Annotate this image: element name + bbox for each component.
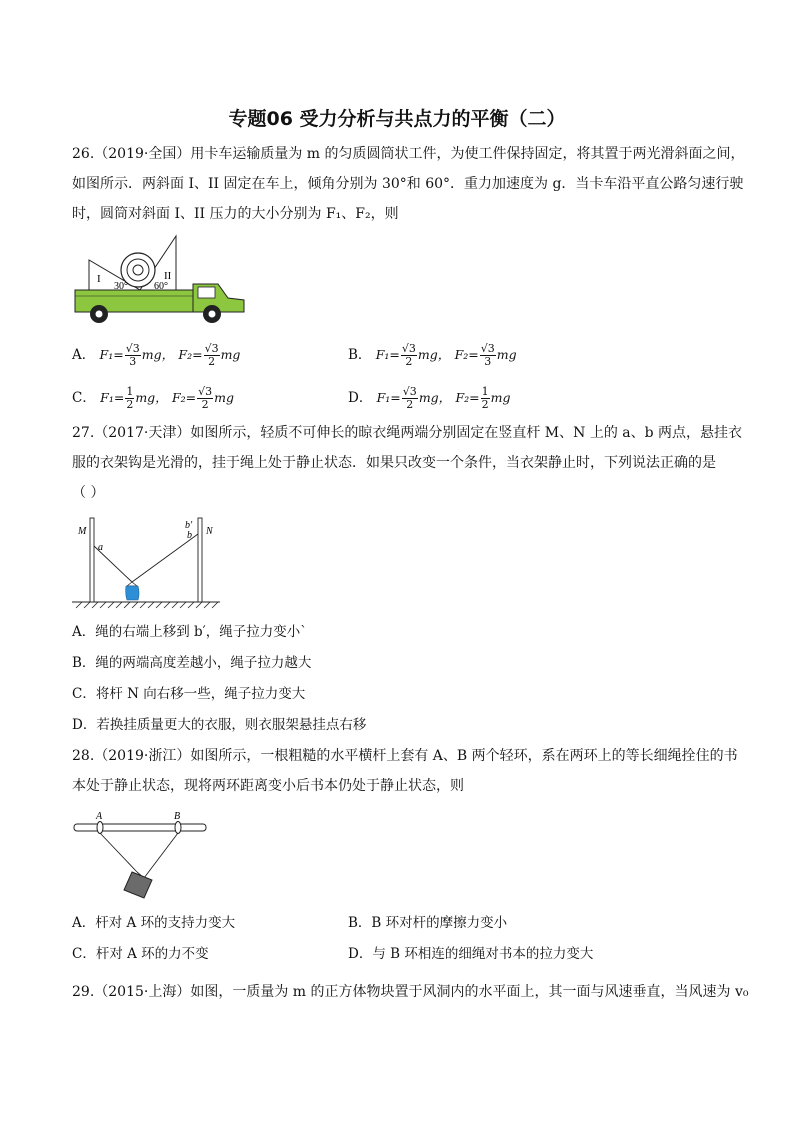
label-m: M xyxy=(78,526,87,537)
stem-line: 27.（2017·天津）如图所示，轻质不可伸长的晾衣绳两端分别固定在竖直杆 M、N 上的 a、b 两点，悬挂衣 xyxy=(72,425,743,441)
option-letter: C． xyxy=(72,390,96,406)
option-28-b[interactable]: B．B 环对杆的摩擦力变小 xyxy=(348,915,508,931)
fraction-numerator: √3 xyxy=(402,385,417,398)
option-symbol: F₂= xyxy=(454,347,479,362)
option-28-d[interactable]: D．与 B 环相连的细绳对书本的拉力变大 xyxy=(348,946,594,962)
pole-m xyxy=(90,518,94,602)
fraction-denominator: 2 xyxy=(405,355,413,368)
incline-1-label: I xyxy=(97,273,101,285)
question-26-stem xyxy=(72,139,745,229)
option-letter: A． xyxy=(72,347,96,363)
option-28-c[interactable]: C．杆对 A 环的力不变 xyxy=(72,946,209,962)
label-b: B xyxy=(174,811,181,822)
option-28-a[interactable]: A．杆对 A 环的支持力变大 xyxy=(72,915,236,931)
question-27-stem xyxy=(72,418,743,508)
option-tail: mg xyxy=(220,347,241,362)
stem-line: 时，圆筒对斜面 I、II 压力的大小分别为 F₁、F₂，则 xyxy=(72,206,399,222)
fraction-numerator: √3 xyxy=(198,385,213,398)
option-tail: mg xyxy=(490,390,511,405)
pole-n xyxy=(198,518,202,602)
fraction-numerator: √3 xyxy=(480,342,495,355)
option-symbol: F₁= xyxy=(100,390,125,405)
rope xyxy=(94,534,198,582)
fraction-denominator: 2 xyxy=(406,398,414,411)
fraction-denominator: 2 xyxy=(126,398,134,411)
stem-line: 如图所示．两斜面 I、II 固定在车上，倾角分别为 30°和 60°．重力加速度为 g．当卡车沿平直公路匀速行驶 xyxy=(72,176,744,192)
page-title: 专题06 受力分析与共点力的平衡（二） xyxy=(228,108,566,130)
option-26-c[interactable] xyxy=(72,383,234,413)
option-27-c[interactable]: C．将杆 N 向右移一些，绳子拉力变大 xyxy=(72,686,306,702)
option-26-b[interactable] xyxy=(348,340,517,370)
option-tail: mg， xyxy=(418,390,452,405)
option-letter: B． xyxy=(348,347,372,363)
option-tail: mg， xyxy=(141,347,175,362)
stem-line: 服的衣架钩是光滑的，挂于绳上处于静止状态．如果只改变一个条件，当衣架静止时，下列说法正确的是 xyxy=(72,455,716,471)
option-letter: D． xyxy=(348,390,373,406)
fraction-numerator: 1 xyxy=(481,385,489,398)
option-26-a[interactable] xyxy=(72,340,240,370)
label-b-prime: b′ xyxy=(185,520,193,531)
angle-30-label: 30° xyxy=(114,281,128,292)
fraction-numerator: 1 xyxy=(126,385,134,398)
fraction-denominator: 2 xyxy=(201,398,209,411)
label-a: A xyxy=(96,811,103,822)
fraction-denominator: 2 xyxy=(208,355,216,368)
label-b: b xyxy=(187,530,192,541)
option-27-b[interactable]: B．绳的两端高度差越小，绳子拉力越大 xyxy=(72,655,312,671)
label-n: N xyxy=(206,526,213,537)
angle-60-label: 60° xyxy=(154,281,168,292)
question-28-stem xyxy=(72,741,738,801)
fraction-numerator: √3 xyxy=(125,342,140,355)
incline-2-label: II xyxy=(164,270,172,282)
option-symbol: F₁= xyxy=(376,390,401,405)
fraction-numerator: √3 xyxy=(204,342,219,355)
option-tail: mg， xyxy=(135,390,168,405)
stem-line: 28.（2019·浙江）如图所示，一根粗糙的水平横杆上套有 A、B 两个轻环，系在两环上的等长细绳拴住的书 xyxy=(72,748,738,764)
book-icon xyxy=(124,872,152,898)
option-symbol: F₁= xyxy=(99,347,124,362)
truck-figure xyxy=(72,232,248,332)
option-symbol: F₁= xyxy=(375,347,400,362)
horizontal-rod xyxy=(74,824,206,831)
truck-window xyxy=(198,287,215,298)
fraction-denominator: 2 xyxy=(481,398,489,411)
option-27-d[interactable]: D．若换挂质量更大的衣服，则衣服架悬挂点右移 xyxy=(72,717,367,733)
clothesline-figure xyxy=(72,512,222,610)
label-a: a xyxy=(98,542,103,553)
ring-a xyxy=(97,822,103,834)
ring-b xyxy=(175,822,181,834)
fraction-denominator: 3 xyxy=(129,355,137,368)
stem-line: 29.（2015·上海）如图，一质量为 m 的正方体物块置于风洞内的水平面上，其一面与风速垂直，当风速为 v₀ xyxy=(72,984,749,1000)
option-26-d[interactable] xyxy=(348,383,511,413)
option-symbol: F₂= xyxy=(178,347,203,362)
rod-book-figure xyxy=(72,808,212,904)
option-tail: mg， xyxy=(417,347,451,362)
option-tail: mg xyxy=(214,390,235,405)
option-symbol: F₂= xyxy=(455,390,480,405)
fraction-numerator: √3 xyxy=(401,342,416,355)
question-29-stem xyxy=(72,977,749,1007)
stem-line: 26.（2019·全国）用卡车运输质量为 m 的匀质圆筒状工件，为使工件保持固定，将其置于两光滑斜面之间， xyxy=(72,146,745,162)
stem-line: （ ） xyxy=(72,485,105,501)
option-symbol: F₂= xyxy=(171,390,197,405)
clothes-icon xyxy=(126,586,139,600)
option-27-a[interactable]: A．绳的右端上移到 b′，绳子拉力变小` xyxy=(72,624,307,640)
option-tail: mg xyxy=(496,347,517,362)
stem-line: 本处于静止状态，现将两环距离变小后书本仍处于静止状态，则 xyxy=(72,778,464,794)
fraction-denominator: 3 xyxy=(484,355,492,368)
